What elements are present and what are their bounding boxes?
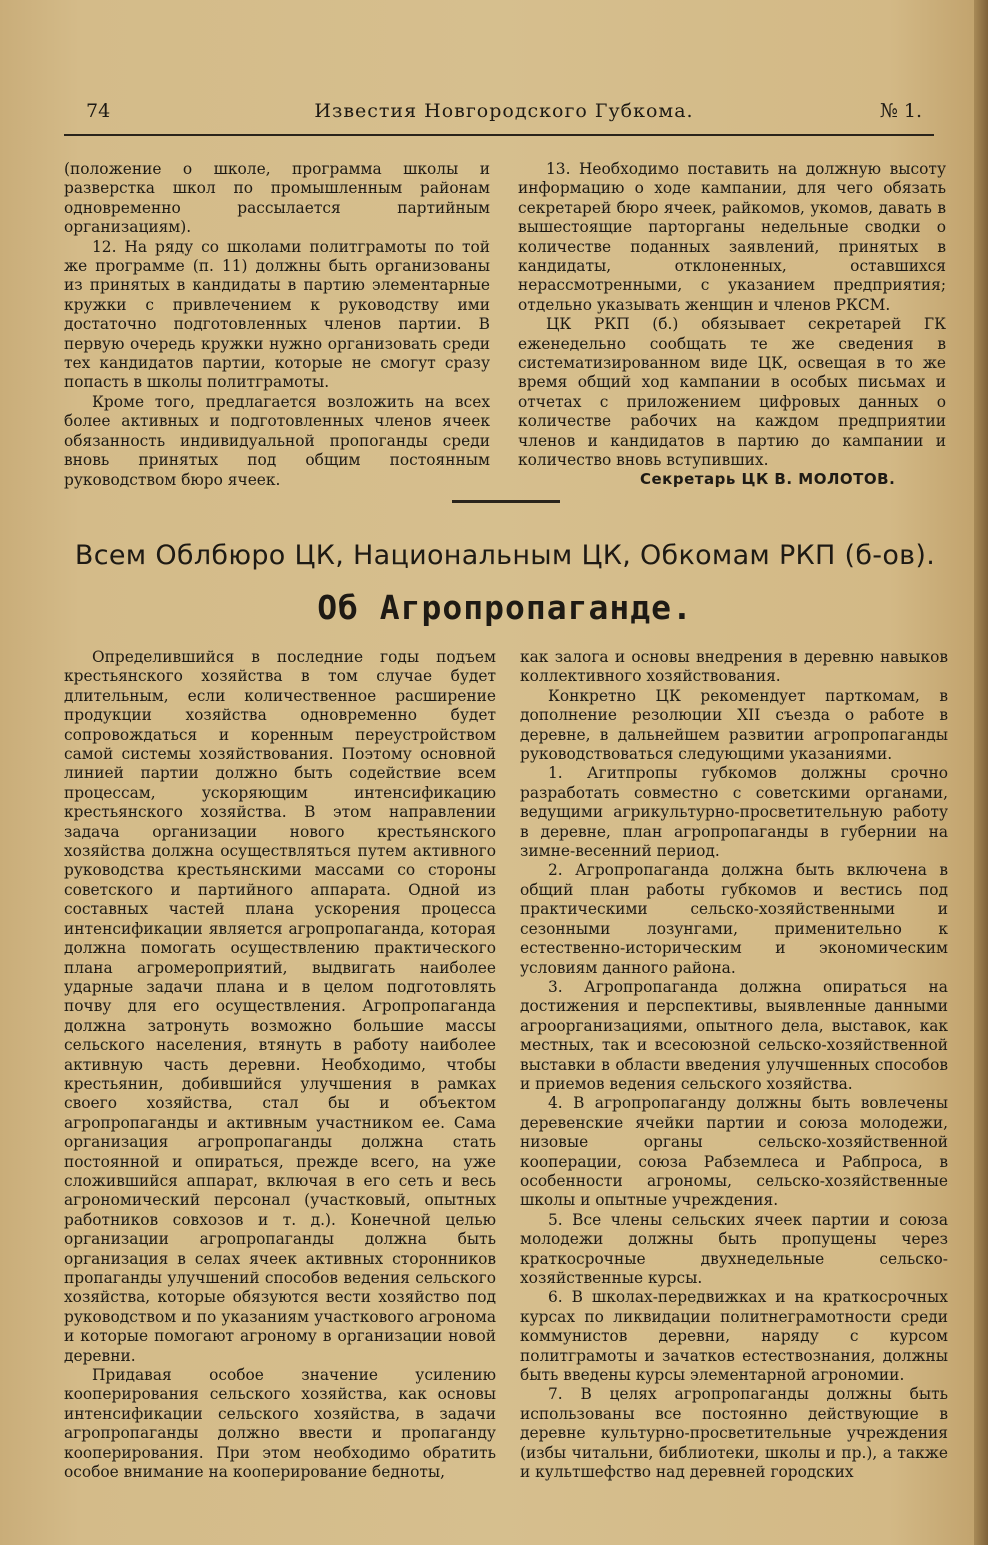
top-right-column bbox=[518, 160, 946, 471]
section-divider bbox=[452, 500, 560, 503]
article-address-heading: Всем Облбюро ЦК, Национальным ЦК, Обкомам РКП (б-ов). bbox=[74, 540, 936, 571]
paragraph: 12. На ряду со школами политграмоты по той же программе (п. 11) должны быть организованы из принятых в кандидаты в партию элементарные кружки с привлечением к руководству ими достаточно подготовленных членов партии. В первую очередь кружки нужно организовать среди тех кандидатов партии, которые не смогут сразу попасть в школы политграмоты. bbox=[64, 237, 490, 392]
page-edge-shadow bbox=[974, 0, 988, 1545]
running-header bbox=[86, 100, 922, 132]
signature: Секретарь ЦК В. МОЛОТОВ. bbox=[640, 470, 896, 488]
article-left-column bbox=[64, 648, 496, 1482]
paragraph: как залога и основы внедрения в деревню навыков коллективного хозяйствования. bbox=[520, 648, 948, 686]
header-rule bbox=[64, 134, 934, 136]
paragraph: 3. Агропропаганда должна опираться на достижения и перспективы, выявленные данными агроорганизациями, опытного дела, выставок, как местных, так и всесоюзной сельско-хозяйственной выставки в области введения улучшенных способов и приемов ведения сельского хозяйства. bbox=[520, 977, 948, 1093]
paragraph: Определившийся в последние годы подъем крестьянского хозяйства в том случае будет длительным, если количественное расширение продукции хозяйства одновременно будет сопровождаться и коренным переустройством самой системы хозяйствования. Поэтому основной линией партии должно быть содействие всем процессам, ускоряющим интенсификацию крестьянского хозяйства. В этом направлении задача организации нового крестьянского хозяйства должна осуществляться путем активного руководства крестьянскими массами со стороны советского и партийного аппарата. Одной из составных частей плана ускорения процесса интенсификации является агропропаганда, которая должна помогать осуществлению практического плана агромероприятий, выдвигать наиболее ударные задачи плана и в целом подготовлять почву для его осуществления. Агропропаганда должна затронуть возможно большие массы сельского населения, втянуть в работу наиболее активную часть деревни. Необходимо, чтобы крестьянин, добившийся улучшения в рамках своего хозяйства, стал бы и объектом агропропаганды и активным участником ее. Сама организация агропропаганды должна стать постоянной и опираться, прежде всего, на уже сложившийся аппарат, включая в его сеть и весь агрономический персонал (участковый, опытных работников совхозов и т. д.). Конечной целью организации агропропаганды должна быть организация в селах ячеек активных сторонников пропаганды улучшений способов ведения сельского хозяйства, которые обязуются вести хозяйство под руководством и по указаниям участкового агронома и которые помогают агроному в организации новой деревни. bbox=[64, 648, 496, 1365]
paragraph: 5. Все члены сельских ячеек партии и союза молодежи должны быть пропущены через краткосрочные двухнедельные сельско-хозяйственные курсы. bbox=[520, 1210, 948, 1287]
paragraph: 2. Агропропаганда должна быть включена в общий план работы губкомов и вестись под практическими сельско-хозяйственными и сезонными лозунгами, применительно к естественно-историческим и экономическим условиям данного района. bbox=[520, 861, 948, 977]
paragraph: 4. В агропропаганду должны быть вовлечены деревенские ячейки партии и союза молодежи, низовые органы сельско-хозяйственной кооперации, союза Рабземлеса и Рабпроса, в особенности агрономы, сельско-хозяйственные школы и опытные учреждения. bbox=[520, 1094, 948, 1210]
top-left-column bbox=[64, 160, 490, 490]
paragraph: 1. Агитпропы губкомов должны срочно разработать совместно с советскими органами, ведущими агрикультурно-просветительную работу в деревне, план агропропаганды в губернии на зимне-весенний период. bbox=[520, 764, 948, 861]
paragraph: Кроме того, предлагается возложить на всех более активных и подготовленных членов ячеек обязанность индивидуальной пропоганды среди вновь принятых под общим постоянным руководством бюро ячеек. bbox=[64, 392, 490, 489]
paragraph: 6. В школах-передвижках и на краткосрочных курсах по ликвидации политнеграмотности среди коммунистов деревни, наряду с курсом политграмоты и зачатков естествознания, должны быть введены курсы элементарной агрономии. bbox=[520, 1288, 948, 1385]
article-right-column bbox=[520, 648, 948, 1482]
paragraph: ЦК РКП (б.) обязывает секретарей ГК еженедельно сообщать те же сведения в систематизированном виде ЦК, освещая в то же время общий ход кампании в особых письмах и отчетах с приложением цифровых данных о количестве рабочих на каждом предприятии членов и кандидатов в партию до кампании и количество вновь вступивших. bbox=[518, 315, 946, 470]
paragraph: Конкретно ЦК рекомендует парткомам, в дополнение резолюции XII съезда о работе в деревне, в дальнейшем развитии агропропаганды руководствоваться следующими указаниями. bbox=[520, 686, 948, 764]
paragraph: 7. В целях агропропаганды должны быть использованы все постоянно действующие в деревне культурно-просветительные учреждения (избы читальни, библиотеки, школы и пр.), а также и культшефство над деревней городских bbox=[520, 1385, 948, 1482]
paragraph: Придавая особое значение усилению кооперирования сельского хозяйства, как основы интенсификации сельского хозяйства, в задачи агропропаганды должно ввести и пропаганду кооперирования. При этом необходимо обратить особое внимание на кооперирование бедноты, bbox=[64, 1366, 496, 1482]
paragraph: (положение о школе, программа школы и разверстка школ по промышленным районам одновременно рассылается партийным организациям). bbox=[64, 160, 490, 237]
paragraph: 13. Необходимо поставить на должную высоту информацию о ходе кампании, для чего обязать секретарей бюро ячеек, райкомов, укомов, давать в вышестоящие парторганы недельные сводки о количестве поданных заявлений, принятых в кандидаты, отклоненных, оставшихся нерассмотренными, с указанием предприятия; отдельно указывать женщин и членов РКСМ. bbox=[518, 160, 946, 314]
page-number: 74 bbox=[86, 100, 111, 122]
issue-number: № 1. bbox=[879, 100, 922, 122]
journal-title: Известия Новгородского Губкома. bbox=[314, 100, 694, 122]
article-title: Об Агропропаганде. bbox=[317, 588, 693, 627]
